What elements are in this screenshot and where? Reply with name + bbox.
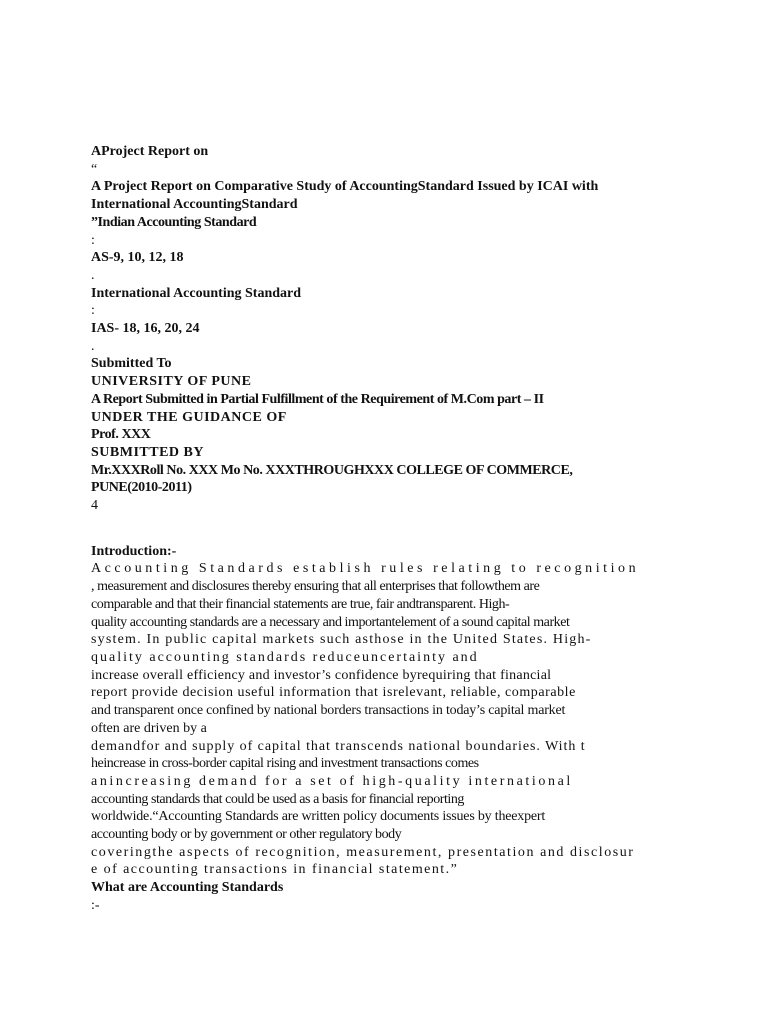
intro-line: and transparent once confined by national borders transactions in today’s capital market bbox=[91, 703, 566, 719]
intro-line: increase overall efficiency and investor’s confidence byrequiring that financial bbox=[91, 667, 552, 683]
intro-line: anincreasing demand for a set of high-quality international bbox=[91, 773, 573, 789]
intro-line: e of accounting transactions in financial statement.” bbox=[91, 862, 459, 878]
intro-line: report provide decision useful information that isrelevant, reliable, comparable bbox=[91, 685, 576, 701]
intro-line: heincrease in cross-border capital rising and investment transactions comes bbox=[91, 756, 479, 772]
submitted-to-label: Submitted To bbox=[91, 356, 172, 372]
indian-standard-label: ”Indian Accounting Standard bbox=[91, 214, 257, 230]
intro-line: coveringthe aspects of recognition, measurement, presentation and disclosur bbox=[91, 844, 635, 860]
pune-year: PUNE(2010-2011) bbox=[91, 480, 192, 496]
colon-2: : bbox=[91, 303, 95, 319]
report-heading: AProject Report on bbox=[91, 144, 209, 159]
report-title-line-2: International AccountingStandard bbox=[91, 197, 298, 213]
intro-line: Accounting Standards establish rules relating to recognition bbox=[91, 561, 640, 577]
intro-line: quality accounting standards are a necessary and importantelement of a sound capital market bbox=[91, 614, 570, 630]
intro-line: , measurement and disclosures thereby ensuring that all enterprises that followthem are bbox=[91, 579, 540, 595]
guidance-label: UNDER THE GUIDANCE OF bbox=[91, 409, 287, 425]
intro-line: worldwide.“Accounting Standards are written policy documents issues by theexpert bbox=[91, 809, 546, 825]
university-name: UNIVERSITY OF PUNE bbox=[91, 374, 252, 390]
submitted-by-label: SUBMITTED BY bbox=[91, 444, 204, 460]
report-submission-line: A Report Submitted in Partial Fulfillment of the Requirement of M.Com part – II bbox=[91, 391, 544, 407]
section-heading: What are Accounting Standards bbox=[91, 880, 284, 896]
professor-name: Prof. XXX bbox=[91, 427, 151, 443]
ias-list: IAS- 18, 16, 20, 24 bbox=[91, 321, 200, 337]
introduction-heading: Introduction:- bbox=[91, 543, 177, 559]
intro-line: accounting body or by government or other regulatory body bbox=[91, 827, 402, 843]
intro-line: accounting standards that could be used as a basis for financial reporting bbox=[91, 791, 464, 807]
student-details: Mr.XXXRoll No. XXX Mo No. XXXTHROUGHXXX COLLEGE OF COMMERCE, bbox=[91, 462, 573, 478]
dot-2: . bbox=[91, 338, 95, 354]
section-colon: :- bbox=[91, 897, 100, 913]
page-number: 4 bbox=[91, 498, 98, 514]
colon-1: : bbox=[91, 232, 95, 248]
intro-line: often are driven by a bbox=[91, 720, 207, 736]
report-title-line-1: A Project Report on Comparative Study of AccountingStandard Issued by ICAI with bbox=[91, 179, 599, 195]
document-page bbox=[91, 143, 691, 915]
international-standard-label: International Accounting Standard bbox=[91, 285, 302, 301]
intro-line: system. In public capital markets such asthose in the United States. High- bbox=[91, 632, 592, 648]
intro-line: comparable and that their financial statements are true, fair andtransparent. High- bbox=[91, 596, 510, 612]
intro-line: quality accounting standards reduceuncertainty and bbox=[91, 649, 479, 665]
intro-line: demandfor and supply of capital that transcends national boundaries. With t bbox=[91, 738, 586, 754]
as-list: AS-9, 10, 12, 18 bbox=[91, 250, 184, 266]
open-quote: “ bbox=[91, 161, 98, 177]
dot-1: . bbox=[91, 267, 95, 283]
